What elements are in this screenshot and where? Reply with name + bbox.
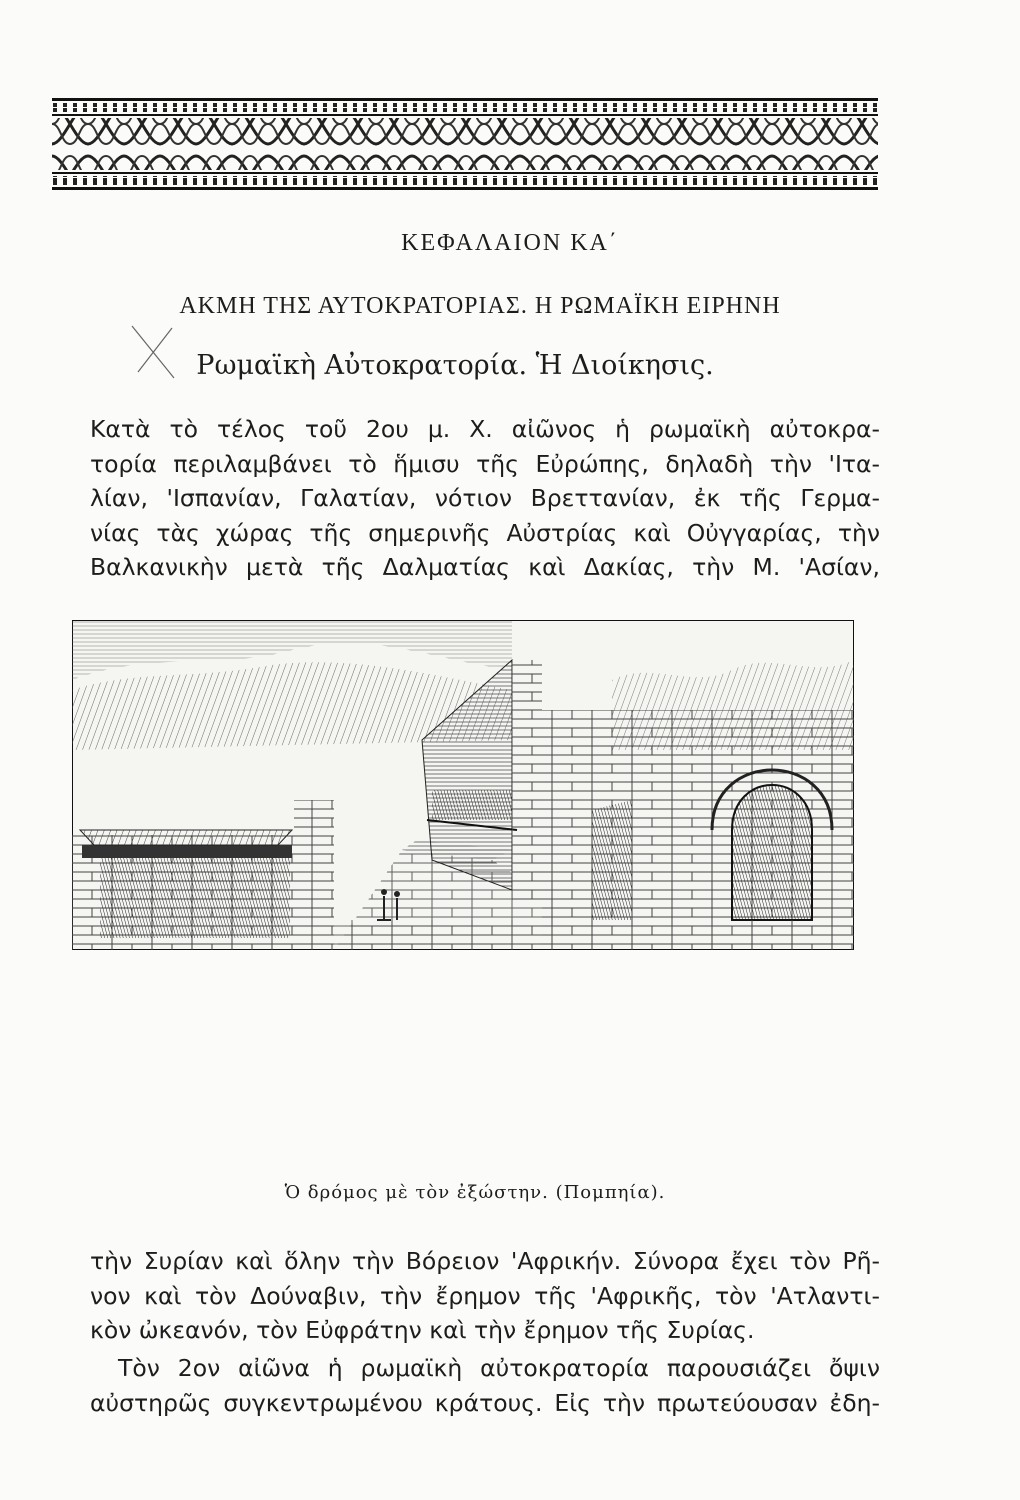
text-line: τὴν Συρίαν καὶ ὅλην τὴν Βόρειον 'Αφρικήν. Σύνορα ἔχει τὸν Ρῆ- (90, 1247, 880, 1275)
text-line: Τὸν 2ον αἰῶνα ἡ ρωμαϊκὴ αὐτοκρατορία παρουσιάζει ὄψιν (118, 1354, 880, 1382)
text-line: αὐστηρῶς συγκεντρωμένου κράτους. Εἰς τὴν πρωτεύουσαν ἐδη- (90, 1388, 880, 1417)
paragraph-borders (90, 1244, 880, 1348)
text-line: λίαν, 'Ισπανίαν, Γαλατίαν, νότιον Βρεττανίαν, ἐκ τῆς Γερμα- (90, 484, 880, 512)
text-line: κὸν ὠκεανόν, τὸν Εὐφράτην καὶ τὴν ἔρημον τῆς Συρίας. (90, 1316, 755, 1344)
chapter-subheading: ΑΚΜΗ ΤΗΣ ΑΥΤΟΚΡΑΤΟΡΙΑΣ. Η ΡΩΜΑΪΚΗ ΕΙΡΗΝΗ (179, 293, 781, 319)
chapter-heading: ΚΕΦΑΛΑΙΟΝ ΚΑ΄ (401, 230, 619, 256)
engraving-pompeii-street (72, 620, 854, 950)
text-line: Κατὰ τὸ τέλος τοῦ 2ου μ. Χ. αἰῶνος ἡ ρωμαϊκὴ αὐτοκρα- (90, 415, 880, 443)
text-line: Βαλκανικὴν μετὰ τῆς Δαλματίας καὶ Δακίας, τὴν Μ. 'Ασίαν, (90, 553, 880, 581)
figure-caption: Ὁ δρόμος μὲ τὸν ἐξώστην. (Πομπηία). (284, 1182, 666, 1203)
text-line: νίας τὰς χώρας τῆς σημερινῆς Αὐστρίας καὶ Οὐγγαρίας, τὴν (90, 518, 880, 547)
text-line: νον καὶ τὸν Δούναβιν, τὴν ἔρημον τῆς 'Αφρικῆς, τὸν 'Ατλαντι- (90, 1281, 880, 1310)
paragraph-centralization (90, 1351, 880, 1420)
paragraph-intro (90, 412, 880, 585)
text-line: τορία περιλαμβάνει τὸ ἥμισυ τῆς Εὐρώπης, δηλαδὴ τὴν 'Ιτα- (90, 449, 880, 478)
section-title: Ρωμαϊκὴ Αὐτοκρατορία. Ἡ Διοίκησις. (196, 350, 714, 381)
braided-ornament-border (52, 98, 878, 190)
